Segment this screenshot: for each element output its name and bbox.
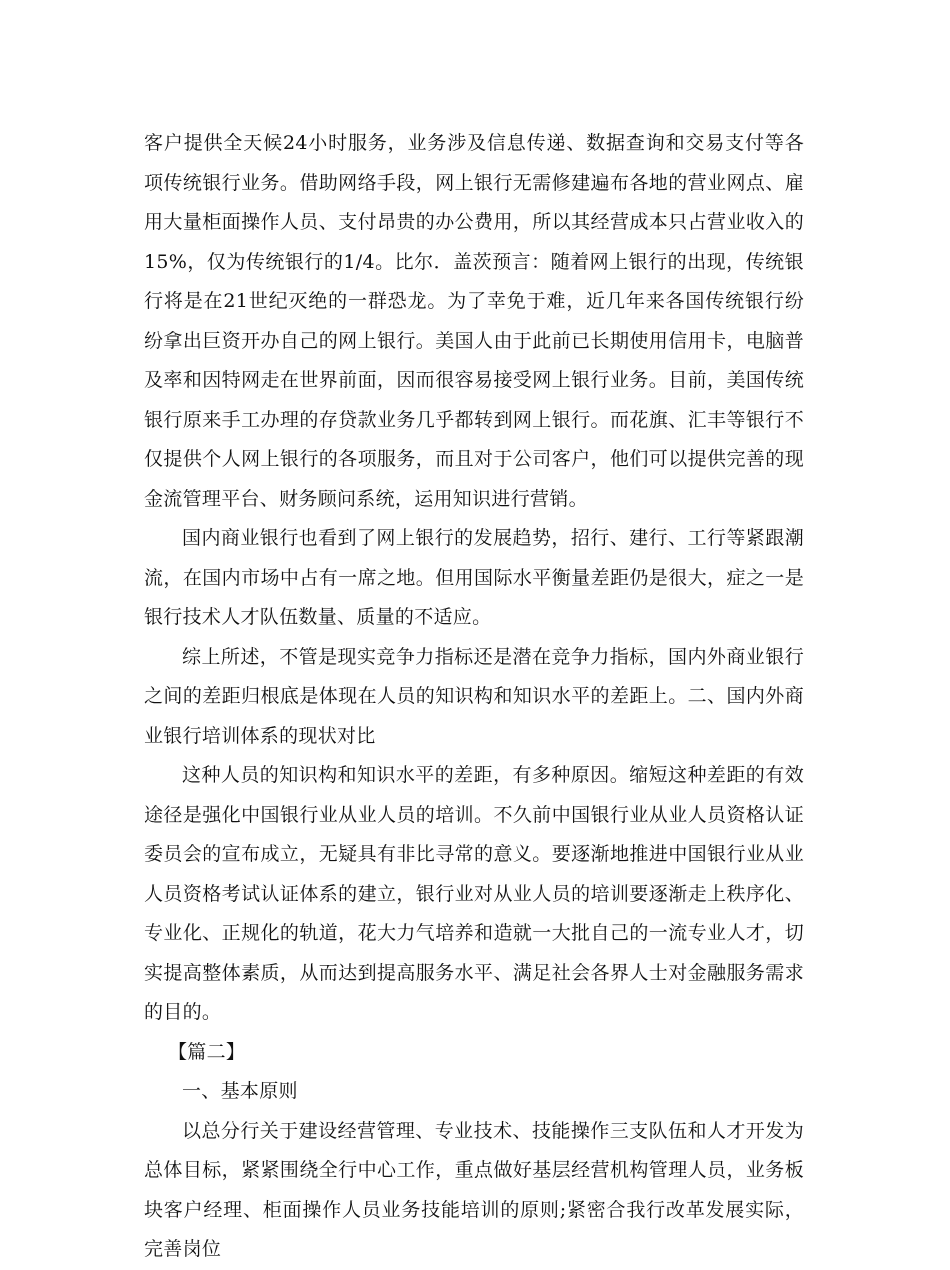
paragraph-5: 以总分行关于建设经营管理、专业技术、技能操作三支队伍和人才开发为总体目标，紧紧围绕全行中心工作，重点做好基层经营机构管理人员，业务板块客户经理、柜面操作人员业务技能培训的原则;紧密合我行改革发展实际，完善岗位	[144, 1119, 804, 1260]
paragraph-4: 这种人员的知识构和知识水平的差距，有多种原因。缩短这种差距的有效途径是强化中国银行业从业人员的培训。不久前中国银行业从业人员资格认证委员会的宣布成立，无疑具有非比寻常的意义。要逐渐地推进中国银行业从业人员资格考试认证体系的建立，银行业对从业人员的培训要逐渐走上秩序化、专业化、正规化的轨道，花大力气培养和造就一大批自己的一流专业人才，切实提高整体素质，从而达到提高服务水平、满足社会各界人士对金融服务需求的目的。	[144, 764, 804, 1023]
paragraph-3: 综上所述，不管是现实竞争力指标还是潜在竞争力指标，国内外商业银行之间的差距归根底是体现在人员的知识构和知识水平的差距上。二、国内外商业银行培训体系的现状对比	[144, 645, 804, 747]
paragraph-1: 客户提供全天候24小时服务，业务涉及信息传递、数据查询和交易支付等各项传统银行业务。借助网络手段，网上银行无需修建遍布各地的营业网点、雇用大量柜面操作人员、支付昂贵的办公费用，所以其经营成本只占营业收入的15%，仅为传统银行的1/4。比尔．盖茨预言：随着网上银行的出现，传统银行将是在21世纪灭绝的一群恐龙。为了幸免于难，近几年来各国传统银行纷纷拿出巨资开办自己的网上银行。美国人由于此前已长期使用信用卡，电脑普及率和因特网走在世界前面，因而很容易接受网上银行业务。目前，美国传统银行原来手工办理的存贷款业务几乎都转到网上银行。而花旗、汇丰等银行不仅提供个人网上银行的各项服务，而且对于公司客户，他们可以提供完善的现金流管理平台、财务顾问系统，运用知识进行营销。	[144, 132, 804, 510]
paragraph-2: 国内商业银行也看到了网上银行的发展趋势，招行、建行、工行等紧跟潮流，在国内市场中占有一席之地。但用国际水平衡量差距仍是很大，症之一是银行技术人才队伍数量、质量的不适应。	[144, 527, 804, 628]
section-heading-pian-er: 【篇二】	[168, 1040, 246, 1063]
document-body	[144, 124, 804, 1270]
subheading-basic-principles: 一、基本原则	[182, 1080, 298, 1102]
